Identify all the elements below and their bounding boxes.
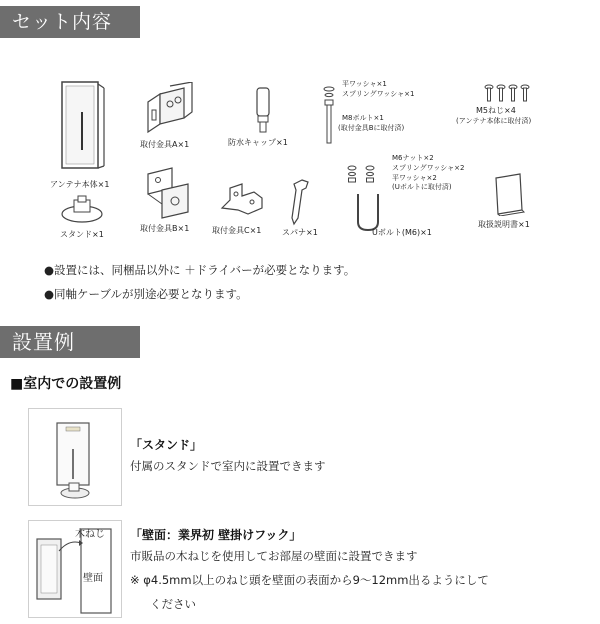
label-bracket-b: 取付金具B×1	[140, 224, 190, 233]
label-m5-line1: M5ねじ×4	[476, 106, 516, 115]
antenna-body-icon	[58, 80, 106, 174]
label-spanner: スパナ×1	[282, 228, 318, 237]
label-m6-line4: (Uボルトに取付済)	[392, 183, 452, 191]
label-bracket-a: 取付金具A×1	[140, 140, 190, 149]
bracket-b-icon	[142, 164, 198, 224]
label-u-bolt: Uボルト(M6)×1	[372, 228, 432, 237]
label-washer-line2: スプリングワッシャ×1	[342, 90, 415, 98]
example-wall-text3: ください	[150, 597, 196, 611]
section-header-install-example: 設置例	[0, 326, 140, 358]
label-manual: 取扱説明書×1	[478, 220, 530, 229]
label-antenna: アンテナ本体×1	[50, 180, 110, 189]
label-m5-line2: (アンテナ本体に取付済)	[456, 117, 532, 125]
example-wall-image	[28, 520, 122, 618]
example-wall-text2: ※ φ4.5mm以上のねじ頭を壁面の表面から9～12mm出るようにして	[130, 573, 489, 587]
label-cap: 防水キャップ×1	[228, 138, 288, 147]
label-m8-line1: M8ボルト×1	[342, 114, 384, 122]
u-bolt-icon	[344, 164, 388, 236]
subheading-indoor: ■室内での設置例	[10, 376, 122, 392]
label-m6-line3: 平ワッシャ×2	[392, 174, 437, 182]
example-stand-image	[28, 408, 122, 506]
manual-icon	[492, 172, 526, 220]
label-m6-line2: スプリングワッシャ×2	[392, 164, 465, 172]
label-m6-line1: M6ナット×2	[392, 154, 434, 162]
section-header-contents: セット内容	[0, 6, 140, 38]
label-stand: スタンド×1	[60, 230, 104, 239]
note-driver: ●設置には、同梱品以外に ＋ドライバーが必要となります。	[44, 263, 356, 277]
bracket-a-icon	[140, 82, 200, 142]
note-cable: ●同軸ケーブルが別途必要となります。	[44, 287, 248, 301]
example-stand-text: 付属のスタンドで室内に設置できます	[130, 459, 326, 473]
waterproof-cap-icon	[252, 86, 274, 138]
label-washer-line1: 平ワッシャ×1	[342, 80, 387, 88]
label-wall: 壁面	[83, 573, 103, 584]
m5-screws-icon	[484, 84, 532, 108]
label-wood-screw: 木ねじ	[75, 529, 105, 540]
label-m8-line2: (取付金具Bに取付済)	[338, 124, 405, 132]
example-wall-text1: 市販品の木ねじを使用してお部屋の壁面に設置できます	[130, 549, 418, 563]
example-stand-title: 「スタンド」	[130, 438, 203, 452]
spanner-icon	[288, 178, 314, 230]
label-bracket-c: 取付金具C×1	[212, 226, 262, 235]
example-wall-title: 「壁面：業界初 壁掛けフック」	[130, 528, 302, 542]
m8-bolt-icon	[322, 86, 336, 150]
bracket-c-icon	[218, 180, 268, 224]
stand-icon	[60, 194, 104, 228]
